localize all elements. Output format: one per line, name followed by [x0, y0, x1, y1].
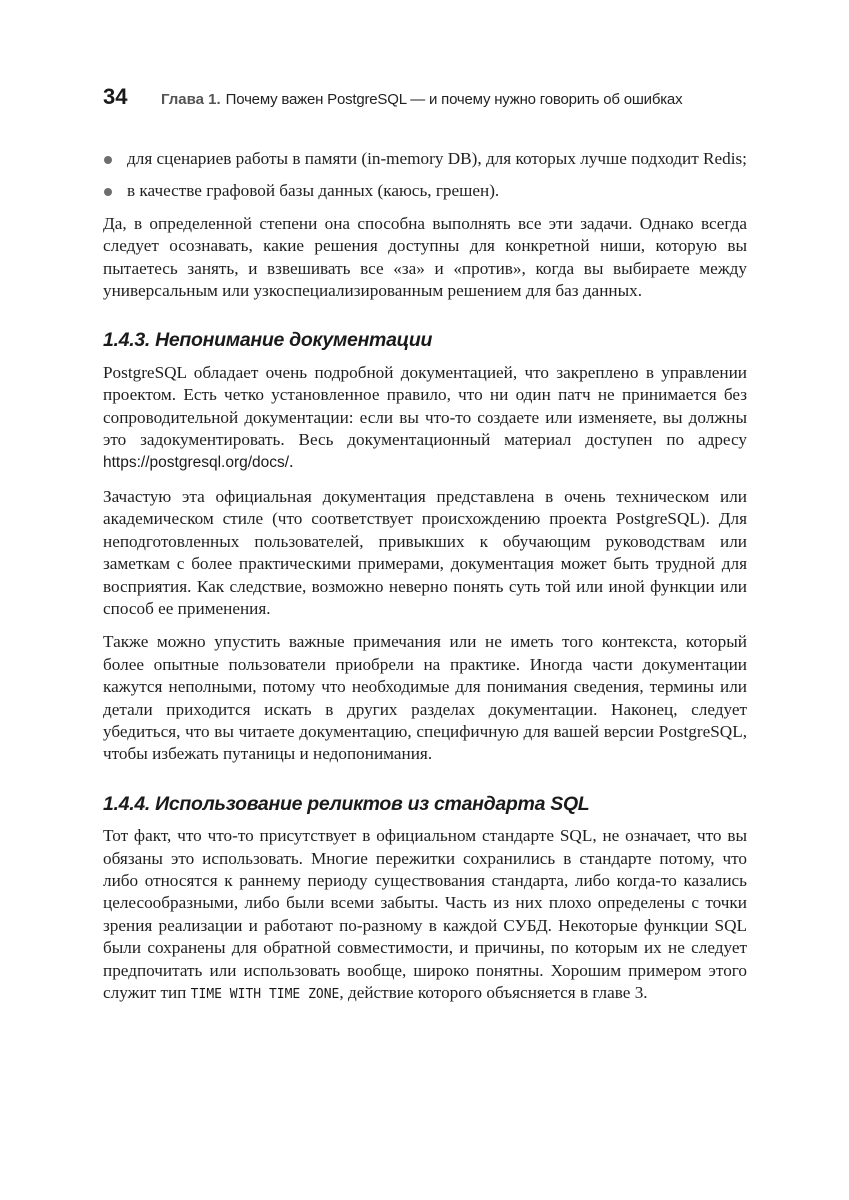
paragraph-text: , действие которого объясняется в главе 3. — [339, 983, 648, 1002]
docs-url-link[interactable]: https://postgresql.org/docs/ — [103, 454, 290, 472]
bullet-text: для сценариев работы в памяти (in-memory DB), для которых лучше подходит Redis; — [127, 149, 747, 168]
chapter-title: Почему важен PostgreSQL — и почему нужно говорить об ошибках — [225, 91, 683, 108]
bullet-item — [103, 148, 747, 170]
bullet-icon — [104, 156, 112, 164]
paragraph-text: . — [289, 452, 294, 472]
page-body — [103, 148, 747, 1006]
bullet-item — [103, 180, 747, 202]
sql-relics-paragraph — [103, 825, 747, 1006]
intro-paragraph: Да, в определенной степени она способна выполнять все эти задачи. Однако всегда следует осознавать, какие решения доступны для конкретной ниши, которую вы пытаетесь занять, и взвешивать все «за» и «против», когда вы выбираете между универсальным или узкоспециализированным решением для баз данных. — [103, 213, 747, 301]
chapter-label: Глава 1. — [161, 91, 221, 108]
documentation-paragraph-2: Зачастую эта официальная документация представлена в очень техническом или академическом стиле (что соответствует происхождению проекта PostgreSQL). Для неподготовленных пользователей, привыкших к обучающим руководствам или заметкам с более практическими примерами, документация может быть трудной для восприятия. Как следствие, возможно неверно понять суть той или иной функции или способ ее применения. — [103, 486, 747, 618]
documentation-paragraph-3: Также можно упустить важные примечания или не иметь того контекста, который более опытные пользователи приобрели на практике. Иногда части документации кажутся неполными, потому что необходимые для понимания сведения, термины или детали приходится искать в других разделах документации. Наконец, следует убедиться, что вы читаете документацию, специфичную для вашей версии PostgreSQL, чтобы избежать путаницы и недопонимания. — [103, 632, 747, 764]
paragraph-text: Тот факт, что что-то присутствует в официальном стандарте SQL, не означает, что вы обязаны это использовать. Многие пережитки сохранились в стандарте потому, что либо относятся к раннему периоду существования стандарта, либо когда-то казались целесообразными, либо были всеми забыты. Часть из них плохо определены с точки зрения реализации и работают по-разному в каждой СУБД. Некоторые функции SQL были сохранены для обратной совместимости, и причины, по которым их не следует предпочитать или использовать вообще, широко понятны. Хорошим примером этого служит тип — [103, 826, 747, 1002]
inline-code: TIME WITH TIME ZONE — [190, 987, 340, 1002]
running-header — [103, 84, 747, 114]
page-number: 34 — [103, 84, 128, 109]
bullet-list — [103, 148, 747, 203]
book-page — [103, 84, 747, 1017]
bullet-icon — [104, 188, 112, 196]
section-heading-1-4-3: 1.4.3. Непонимание документации — [103, 329, 433, 352]
paragraph-text: PostgreSQL обладает очень подробной документацией, что закреплено в управлении проектом. Есть четко установленное правило, что ни один патч не принимается без сопроводительной документации: если вы что-то создаете или изменяете, вы должны это задокументировать. Весь документационный материал доступен по адресу — [103, 362, 747, 450]
section-heading-1-4-4: 1.4.4. Использование реликтов из стандарта SQL — [103, 792, 590, 815]
documentation-paragraph-1 — [103, 362, 747, 475]
bullet-text: в качестве графовой базы данных (каюсь, грешен). — [127, 181, 500, 201]
